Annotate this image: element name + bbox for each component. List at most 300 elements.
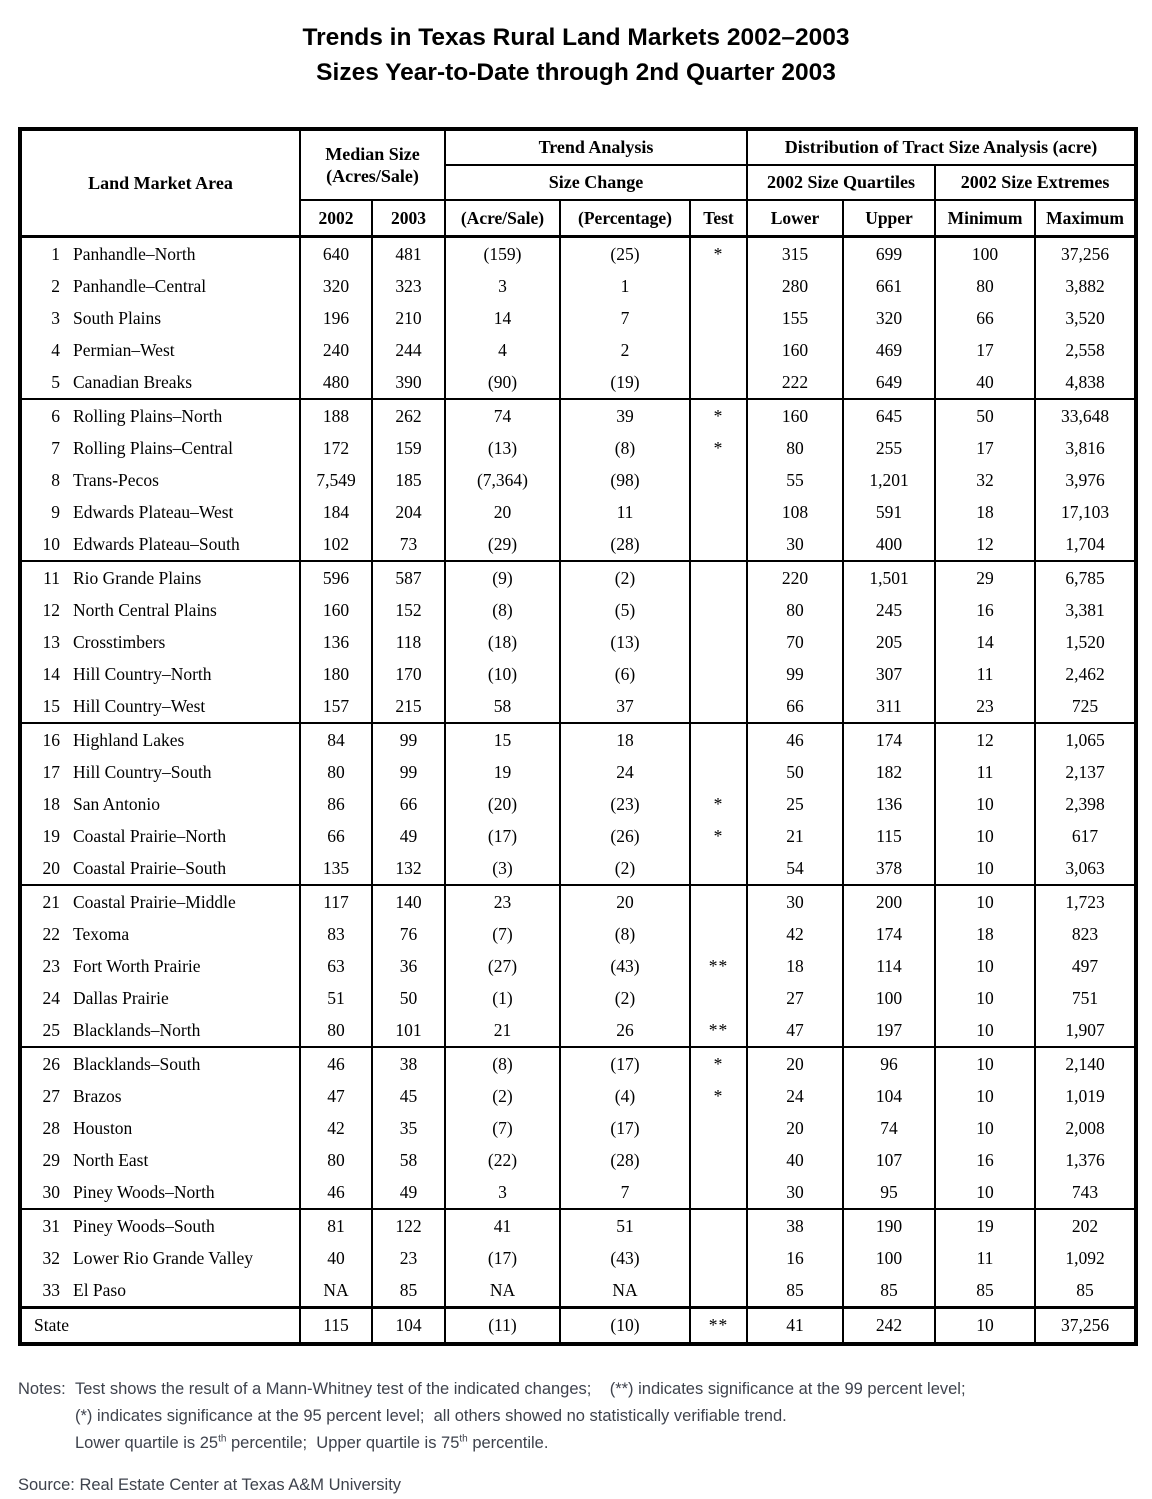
value-cell: 190: [843, 1209, 935, 1242]
table-row: [20, 1080, 1136, 1112]
value-cell: 118: [372, 626, 445, 658]
value-cell: 320: [843, 302, 935, 334]
value-cell: (98): [560, 464, 690, 496]
table-row: [20, 820, 1136, 852]
test-cell: [690, 561, 747, 594]
value-cell: 104: [843, 1080, 935, 1112]
value-cell: 205: [843, 626, 935, 658]
value-cell: 74: [445, 399, 560, 432]
value-cell: 49: [372, 1176, 445, 1209]
value-cell: 182: [843, 756, 935, 788]
value-cell: 30: [747, 1176, 843, 1209]
value-cell: 10: [935, 1047, 1035, 1080]
value-cell: 21: [747, 820, 843, 852]
state-summary-row: [20, 1308, 1136, 1345]
test-cell: [690, 594, 747, 626]
value-cell: 174: [843, 723, 935, 756]
value-cell: 17,103: [1035, 496, 1136, 528]
value-cell: 15: [445, 723, 560, 756]
value-cell: 1,723: [1035, 885, 1136, 918]
row-number: 31: [42, 1215, 60, 1236]
row-number: 20: [42, 857, 60, 878]
value-cell: 85: [747, 1274, 843, 1308]
area-name: Hill Country–South: [73, 761, 212, 782]
value-cell: 20: [445, 496, 560, 528]
area-name: Piney Woods–North: [73, 1181, 215, 1202]
value-cell: 323: [372, 270, 445, 302]
value-cell: 26: [560, 1014, 690, 1047]
value-cell: 102: [300, 528, 372, 561]
area-cell: [20, 1014, 300, 1047]
row-number: 3: [51, 307, 60, 328]
value-cell: 1,376: [1035, 1144, 1136, 1176]
value-cell: 16: [747, 1242, 843, 1274]
value-cell: 159: [372, 432, 445, 464]
table-row: [20, 1209, 1136, 1242]
table-row: [20, 302, 1136, 334]
value-cell: (7,364): [445, 464, 560, 496]
value-cell: 2: [560, 334, 690, 366]
area-name: Lower Rio Grande Valley: [73, 1247, 253, 1268]
value-cell: 95: [843, 1176, 935, 1209]
value-cell: 3: [445, 270, 560, 302]
row-number: 23: [42, 955, 60, 976]
value-cell: 390: [372, 366, 445, 399]
area-name: Blacklands–South: [73, 1053, 201, 1074]
area-name: Canadian Breaks: [73, 371, 193, 392]
value-cell: 66: [747, 690, 843, 723]
value-cell: 12: [935, 528, 1035, 561]
area-cell: [20, 237, 300, 271]
value-cell: 21: [445, 1014, 560, 1047]
value-cell: 2,140: [1035, 1047, 1136, 1080]
row-number: 27: [42, 1085, 60, 1106]
header-extremes: 2002 Size Extremes: [935, 165, 1136, 200]
value-cell: 23: [445, 885, 560, 918]
test-cell: [690, 334, 747, 366]
row-number: 7: [51, 437, 60, 458]
value-cell: 596: [300, 561, 372, 594]
value-cell: NA: [300, 1274, 372, 1308]
test-cell: [690, 496, 747, 528]
area-name: Panhandle–Central: [73, 275, 207, 296]
row-number: 19: [42, 825, 60, 846]
value-cell: 10: [935, 1112, 1035, 1144]
row-number: 12: [42, 599, 60, 620]
value-cell: 10: [935, 1176, 1035, 1209]
value-cell: 2,008: [1035, 1112, 1136, 1144]
value-cell: 280: [747, 270, 843, 302]
test-cell: [690, 1274, 747, 1308]
area-name: Permian–West: [73, 339, 175, 360]
area-cell: [20, 270, 300, 302]
value-cell: 591: [843, 496, 935, 528]
value-cell: 96: [843, 1047, 935, 1080]
value-cell: 3,381: [1035, 594, 1136, 626]
note-line-3-sup: th: [218, 1433, 227, 1445]
source-line: Source: Real Estate Center at Texas A&M University: [18, 1476, 402, 1494]
value-cell: 10: [935, 820, 1035, 852]
value-cell: (2): [560, 982, 690, 1014]
value-cell: 200: [843, 885, 935, 918]
value-cell: 51: [560, 1209, 690, 1242]
test-cell: [690, 464, 747, 496]
value-cell: 307: [843, 658, 935, 690]
value-cell: 497: [1035, 950, 1136, 982]
value-cell: 157: [300, 690, 372, 723]
test-cell: *: [690, 237, 747, 271]
area-name: Highland Lakes: [73, 729, 185, 750]
value-cell: (28): [560, 1144, 690, 1176]
area-cell: [20, 302, 300, 334]
value-cell: 160: [747, 334, 843, 366]
value-cell: 18: [935, 918, 1035, 950]
header-trend-analysis: Trend Analysis: [445, 129, 747, 165]
area-cell: [20, 918, 300, 950]
header-col-test: Test: [690, 200, 747, 237]
header-median-size-line2: (Acres/Sale): [326, 166, 419, 186]
value-cell: 108: [747, 496, 843, 528]
value-cell: 7: [560, 1176, 690, 1209]
area-name: San Antonio: [73, 793, 161, 814]
value-cell: 16: [935, 594, 1035, 626]
value-cell: 725: [1035, 690, 1136, 723]
value-cell: (10): [560, 1308, 690, 1345]
area-cell: [20, 1112, 300, 1144]
value-cell: 20: [560, 885, 690, 918]
value-cell: 184: [300, 496, 372, 528]
value-cell: 1,907: [1035, 1014, 1136, 1047]
test-cell: [690, 1242, 747, 1274]
area-name: Brazos: [73, 1085, 122, 1106]
value-cell: 220: [747, 561, 843, 594]
value-cell: 743: [1035, 1176, 1136, 1209]
value-cell: 1,065: [1035, 723, 1136, 756]
value-cell: 649: [843, 366, 935, 399]
value-cell: 54: [747, 852, 843, 885]
row-number: 24: [42, 987, 60, 1008]
test-cell: [690, 1176, 747, 1209]
value-cell: 242: [843, 1308, 935, 1345]
row-number: 11: [43, 567, 60, 588]
table-row: [20, 464, 1136, 496]
value-cell: 80: [747, 432, 843, 464]
area-cell: [20, 1242, 300, 1274]
value-cell: 469: [843, 334, 935, 366]
value-cell: 42: [747, 918, 843, 950]
value-cell: 152: [372, 594, 445, 626]
value-cell: 7: [560, 302, 690, 334]
value-cell: 47: [747, 1014, 843, 1047]
notes-row: [18, 1376, 1152, 1457]
row-number: 25: [42, 1019, 60, 1040]
value-cell: 20: [747, 1047, 843, 1080]
area-name: South Plains: [73, 307, 162, 328]
row-number: 18: [42, 793, 60, 814]
value-cell: (7): [445, 918, 560, 950]
value-cell: 4: [445, 334, 560, 366]
test-cell: [690, 366, 747, 399]
value-cell: 20: [747, 1112, 843, 1144]
area-cell: [20, 982, 300, 1014]
value-cell: 30: [747, 528, 843, 561]
row-number: 28: [42, 1117, 60, 1138]
value-cell: 3,976: [1035, 464, 1136, 496]
area-cell: [20, 432, 300, 464]
table-row: [20, 1274, 1136, 1308]
value-cell: 41: [747, 1308, 843, 1345]
value-cell: 83: [300, 918, 372, 950]
value-cell: 11: [935, 658, 1035, 690]
area-cell: [20, 1209, 300, 1242]
row-number: 8: [51, 469, 60, 490]
header-col-lower: Lower: [747, 200, 843, 237]
value-cell: 50: [935, 399, 1035, 432]
test-cell: [690, 885, 747, 918]
value-cell: 36: [372, 950, 445, 982]
value-cell: (8): [560, 918, 690, 950]
title-line-1: Trends in Texas Rural Land Markets 2002–2003: [302, 24, 850, 51]
row-number: 15: [42, 695, 60, 716]
table-row: [20, 982, 1136, 1014]
test-cell: [690, 852, 747, 885]
value-cell: 215: [372, 690, 445, 723]
area-cell: [20, 464, 300, 496]
value-cell: 400: [843, 528, 935, 561]
area-cell: [20, 723, 300, 756]
value-cell: 315: [747, 237, 843, 271]
value-cell: 19: [445, 756, 560, 788]
area-name: Rolling Plains–Central: [73, 437, 233, 458]
value-cell: 32: [935, 464, 1035, 496]
table-row: [20, 399, 1136, 432]
test-cell: [690, 723, 747, 756]
header-size-change: Size Change: [445, 165, 747, 200]
value-cell: 19: [935, 1209, 1035, 1242]
area-name: Edwards Plateau–South: [73, 533, 240, 554]
value-cell: (8): [445, 1047, 560, 1080]
value-cell: (43): [560, 950, 690, 982]
value-cell: (6): [560, 658, 690, 690]
value-cell: 480: [300, 366, 372, 399]
test-cell: *: [690, 820, 747, 852]
value-cell: 140: [372, 885, 445, 918]
value-cell: 1,501: [843, 561, 935, 594]
value-cell: 46: [747, 723, 843, 756]
value-cell: 80: [935, 270, 1035, 302]
value-cell: 587: [372, 561, 445, 594]
value-cell: (28): [560, 528, 690, 561]
value-cell: 10: [935, 950, 1035, 982]
row-number: 29: [42, 1149, 60, 1170]
area-name: Panhandle–North: [73, 243, 196, 264]
value-cell: 81: [300, 1209, 372, 1242]
value-cell: 17: [935, 432, 1035, 464]
area-name: Coastal Prairie–South: [73, 857, 227, 878]
test-cell: *: [690, 432, 747, 464]
value-cell: (5): [560, 594, 690, 626]
value-cell: (26): [560, 820, 690, 852]
value-cell: 196: [300, 302, 372, 334]
document-title: [0, 0, 1152, 90]
value-cell: 3,882: [1035, 270, 1136, 302]
value-cell: 37: [560, 690, 690, 723]
area-name: Edwards Plateau–West: [73, 501, 234, 522]
value-cell: 24: [747, 1080, 843, 1112]
value-cell: 30: [747, 885, 843, 918]
table-row: [20, 756, 1136, 788]
table-row: [20, 723, 1136, 756]
value-cell: 85: [1035, 1274, 1136, 1308]
value-cell: 2,137: [1035, 756, 1136, 788]
notes-block: [18, 1376, 1152, 1499]
value-cell: (17): [445, 820, 560, 852]
value-cell: 99: [747, 658, 843, 690]
note-line-3-seg: percentile; Upper quartile is 75: [226, 1434, 460, 1452]
value-cell: 6,785: [1035, 561, 1136, 594]
value-cell: 45: [372, 1080, 445, 1112]
area-name: Fort Worth Prairie: [73, 955, 201, 976]
value-cell: 204: [372, 496, 445, 528]
area-cell: [20, 334, 300, 366]
value-cell: 18: [560, 723, 690, 756]
test-cell: [690, 302, 747, 334]
table-body: [20, 237, 1136, 1345]
value-cell: 66: [372, 788, 445, 820]
area-cell: [20, 626, 300, 658]
table-row: [20, 561, 1136, 594]
test-cell: [690, 528, 747, 561]
value-cell: 174: [843, 918, 935, 950]
value-cell: 320: [300, 270, 372, 302]
row-number: 1: [51, 243, 60, 264]
area-name: Houston: [73, 1117, 133, 1138]
value-cell: 115: [843, 820, 935, 852]
value-cell: 24: [560, 756, 690, 788]
area-cell: [20, 658, 300, 690]
note-line-2: (*) indicates significance at the 95 percent level; all others showed no statistically verifiable trend.: [75, 1407, 787, 1425]
notes-lines: [75, 1376, 966, 1457]
area-cell: [20, 820, 300, 852]
value-cell: 63: [300, 950, 372, 982]
test-cell: [690, 1112, 747, 1144]
value-cell: 66: [935, 302, 1035, 334]
value-cell: 202: [1035, 1209, 1136, 1242]
value-cell: 46: [300, 1176, 372, 1209]
land-market-table: [18, 127, 1138, 1346]
row-number: 10: [42, 533, 60, 554]
value-cell: 262: [372, 399, 445, 432]
table-row: [20, 918, 1136, 950]
value-cell: 37,256: [1035, 237, 1136, 271]
test-cell: [690, 1209, 747, 1242]
table-row: [20, 788, 1136, 820]
area-name: North Central Plains: [73, 599, 217, 620]
value-cell: 378: [843, 852, 935, 885]
test-cell: [690, 690, 747, 723]
table-row: [20, 270, 1136, 302]
row-number: 6: [51, 405, 60, 426]
value-cell: 132: [372, 852, 445, 885]
value-cell: (2): [560, 852, 690, 885]
header-col-maximum: Maximum: [1035, 200, 1136, 237]
value-cell: 1,019: [1035, 1080, 1136, 1112]
value-cell: 823: [1035, 918, 1136, 950]
table-row: [20, 1176, 1136, 1209]
value-cell: 645: [843, 399, 935, 432]
value-cell: (20): [445, 788, 560, 820]
area-cell: [20, 399, 300, 432]
value-cell: 76: [372, 918, 445, 950]
test-cell: *: [690, 399, 747, 432]
value-cell: (29): [445, 528, 560, 561]
value-cell: 51: [300, 982, 372, 1014]
value-cell: 185: [372, 464, 445, 496]
value-cell: 17: [935, 334, 1035, 366]
value-cell: (18): [445, 626, 560, 658]
value-cell: 11: [560, 496, 690, 528]
value-cell: 135: [300, 852, 372, 885]
value-cell: (2): [560, 561, 690, 594]
area-cell: [20, 756, 300, 788]
header-col-percentage: (Percentage): [560, 200, 690, 237]
area-name: El Paso: [73, 1279, 126, 1300]
value-cell: 25: [747, 788, 843, 820]
value-cell: 2,558: [1035, 334, 1136, 366]
table-row: [20, 496, 1136, 528]
value-cell: 136: [300, 626, 372, 658]
value-cell: 85: [372, 1274, 445, 1308]
row-number: 2: [51, 275, 60, 296]
row-number: 13: [42, 631, 60, 652]
row-number: 9: [51, 501, 60, 522]
table-row: [20, 237, 1136, 271]
value-cell: 640: [300, 237, 372, 271]
value-cell: 23: [935, 690, 1035, 723]
value-cell: 14: [935, 626, 1035, 658]
value-cell: (22): [445, 1144, 560, 1176]
header-distribution: Distribution of Tract Size Analysis (acre): [747, 129, 1136, 165]
table-row: [20, 950, 1136, 982]
value-cell: 160: [300, 594, 372, 626]
value-cell: 80: [747, 594, 843, 626]
area-name: Crosstimbers: [73, 631, 166, 652]
value-cell: 50: [747, 756, 843, 788]
value-cell: 617: [1035, 820, 1136, 852]
row-number: 22: [42, 923, 60, 944]
value-cell: 99: [372, 723, 445, 756]
table-row: [20, 1144, 1136, 1176]
area-name: Blacklands–North: [73, 1019, 201, 1040]
value-cell: 11: [935, 756, 1035, 788]
value-cell: 1,704: [1035, 528, 1136, 561]
area-name: Texoma: [73, 923, 130, 944]
row-number: 14: [42, 663, 60, 684]
value-cell: 16: [935, 1144, 1035, 1176]
value-cell: 10: [935, 885, 1035, 918]
area-name: Trans-Pecos: [73, 469, 159, 490]
value-cell: (17): [445, 1242, 560, 1274]
table-row: [20, 528, 1136, 561]
title-line-2: Sizes Year-to-Date through 2nd Quarter 2003: [316, 59, 836, 86]
value-cell: (2): [445, 1080, 560, 1112]
value-cell: 197: [843, 1014, 935, 1047]
value-cell: (43): [560, 1242, 690, 1274]
test-cell: [690, 756, 747, 788]
value-cell: 122: [372, 1209, 445, 1242]
value-cell: 66: [300, 820, 372, 852]
value-cell: (159): [445, 237, 560, 271]
